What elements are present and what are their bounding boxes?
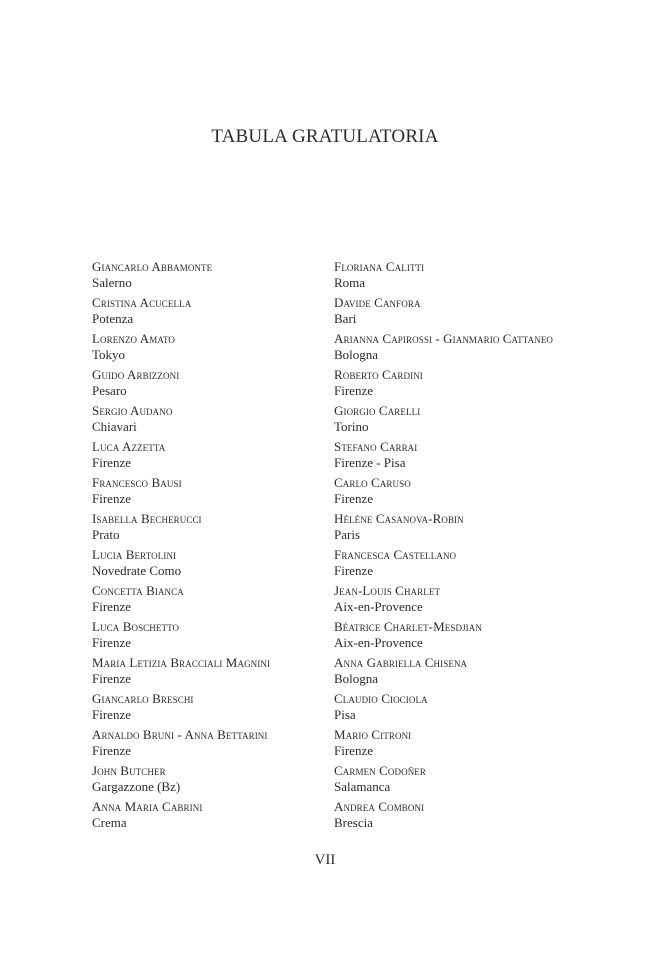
- list-item: [92, 547, 270, 583]
- contributor-place: Novedrate Como: [92, 563, 182, 578]
- contributor-name: Floriana Calitti: [334, 259, 425, 274]
- list-item: [334, 691, 553, 727]
- list-item: [92, 799, 270, 835]
- list-item: [92, 367, 270, 403]
- list-item: [92, 511, 270, 547]
- contributor-name: Isabella Becherucci: [92, 511, 202, 526]
- contributor-place: Firenze: [92, 707, 131, 722]
- list-item: [92, 691, 270, 727]
- contributor-place: Brescia: [334, 815, 373, 830]
- contributor-place: Bologna: [334, 671, 379, 686]
- list-item: [334, 295, 553, 331]
- list-item: [92, 295, 270, 331]
- contributor-name: Roberto Cardini: [334, 367, 423, 382]
- list-item: [334, 799, 553, 835]
- contributor-name: Claudio Ciociola: [334, 691, 428, 706]
- list-item: [334, 331, 553, 367]
- list-item: [334, 727, 553, 763]
- contributor-place: Bologna: [334, 347, 379, 362]
- contributor-name: Anna Gabriella Chisena: [334, 655, 468, 670]
- list-item: [92, 583, 270, 619]
- contributor-place: Crema: [92, 815, 127, 830]
- contributor-name: Arianna Capirossi - Gianmario Cattaneo: [334, 331, 554, 346]
- list-item: [92, 763, 270, 799]
- contributor-name: Béatrice Charlet-Mesdjian: [334, 619, 482, 634]
- contributor-name: Andrea Comboni: [334, 799, 425, 814]
- page-title: TABULA GRATULATORIA: [211, 126, 439, 147]
- contributor-place: Firenze: [92, 599, 131, 614]
- contributor-name: Francesco Bausi: [92, 475, 182, 490]
- contributor-name: Giancarlo Abbamonte: [92, 259, 213, 274]
- list-item: [334, 439, 553, 475]
- contributor-name: Guido Arbizzoni: [92, 367, 180, 382]
- contributor-name: Davide Canfora: [334, 295, 421, 310]
- contributor-place: Potenza: [92, 311, 134, 326]
- list-item: [334, 367, 553, 403]
- right-column: [334, 259, 553, 835]
- contributor-place: Bari: [334, 311, 357, 326]
- contributor-place: Firenze: [92, 491, 131, 506]
- contributor-place: Firenze: [334, 563, 373, 578]
- list-item: [334, 763, 553, 799]
- contributor-place: Firenze: [92, 455, 131, 470]
- contributor-place: Tokyo: [92, 347, 126, 362]
- contributor-name: Sergio Audano: [92, 403, 173, 418]
- contributor-place: Salamanca: [334, 779, 391, 794]
- contributor-name: Maria Letizia Bracciali Magnini: [92, 655, 271, 670]
- page-number: VII: [314, 852, 336, 868]
- contributor-name: Carmen Codoñer: [334, 763, 426, 778]
- contributor-place: Aix-en-Provence: [334, 635, 423, 650]
- contributor-place: Aix-en-Provence: [334, 599, 423, 614]
- contributor-name: John Butcher: [92, 763, 166, 778]
- list-item: [334, 475, 553, 511]
- contributor-name: Carlo Caruso: [334, 475, 411, 490]
- contributor-place: Firenze: [334, 743, 373, 758]
- contributor-name: Lorenzo Amato: [92, 331, 175, 346]
- contributor-name: Jean-Louis Charlet: [334, 583, 441, 598]
- list-item: [92, 403, 270, 439]
- contributor-name: Luca Azzetta: [92, 439, 166, 454]
- contributor-name: Cristina Acucella: [92, 295, 192, 310]
- list-item: [334, 619, 553, 655]
- contributor-name: Giorgio Carelli: [334, 403, 421, 418]
- list-item: [92, 259, 270, 295]
- contributor-name: Concetta Bianca: [92, 583, 184, 598]
- list-item: [92, 655, 270, 691]
- left-column: [92, 259, 270, 835]
- contributor-place: Torino: [334, 419, 369, 434]
- contributor-place: Firenze: [92, 743, 131, 758]
- contributor-name: Anna Maria Cabrini: [92, 799, 203, 814]
- list-item: [334, 259, 553, 295]
- list-item: [92, 475, 270, 511]
- contributor-name: Hélène Casanova-Robin: [334, 511, 464, 526]
- list-item: [92, 439, 270, 475]
- contributor-place: Firenze: [92, 671, 131, 686]
- contributor-name: Stefano Carrai: [334, 439, 418, 454]
- contributor-name: Mario Citroni: [334, 727, 412, 742]
- contributor-name: Lucia Bertolini: [92, 547, 177, 562]
- contributor-place: Firenze: [334, 383, 373, 398]
- contributor-place: Chiavari: [92, 419, 137, 434]
- list-item: [334, 511, 553, 547]
- contributor-place: Paris: [334, 527, 360, 542]
- contributor-name: Giancarlo Breschi: [92, 691, 194, 706]
- list-item: [92, 727, 270, 763]
- contributor-place: Salerno: [92, 275, 132, 290]
- list-item: [334, 547, 553, 583]
- list-item: [334, 655, 553, 691]
- contributor-place: Roma: [334, 275, 366, 290]
- contributor-name: Arnaldo Bruni - Anna Bettarini: [92, 727, 268, 742]
- contributor-place: Firenze - Pisa: [334, 455, 406, 470]
- contributor-place: Firenze: [92, 635, 131, 650]
- list-item: [92, 619, 270, 655]
- list-item: [92, 331, 270, 367]
- contributor-name: Francesca Castellano: [334, 547, 457, 562]
- list-item: [334, 583, 553, 619]
- contributor-place: Prato: [92, 527, 120, 542]
- contributor-place: Pisa: [334, 707, 356, 722]
- list-item: [334, 403, 553, 439]
- contributor-place: Pesaro: [92, 383, 127, 398]
- contributor-place: Gargazzone (Bz): [92, 779, 181, 794]
- contributor-name: Luca Boschetto: [92, 619, 180, 634]
- contributor-place: Firenze: [334, 491, 373, 506]
